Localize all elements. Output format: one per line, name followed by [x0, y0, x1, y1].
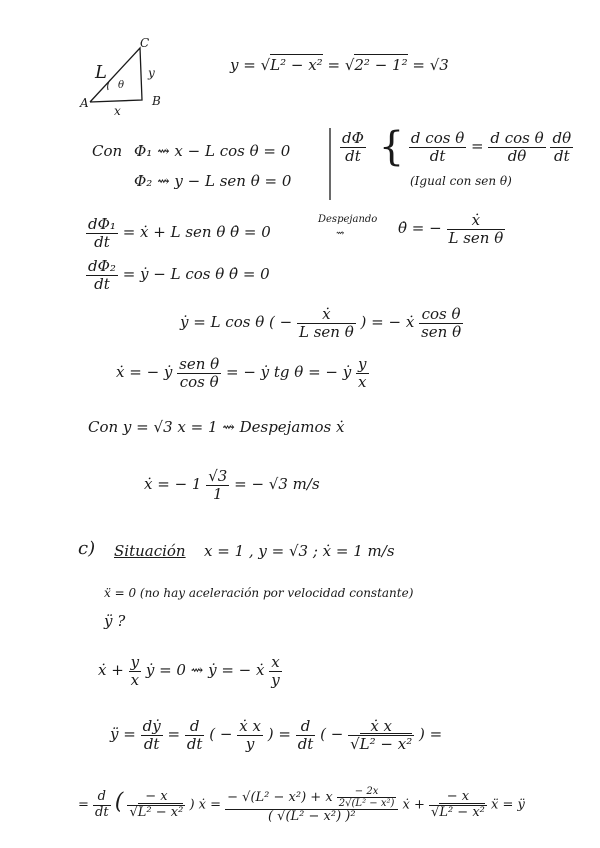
dphi-frac: $\frac{d\Phi}{dt}$	[342, 129, 364, 165]
divider-line	[328, 128, 332, 200]
last-open: (	[114, 789, 124, 815]
yddot-eq	[110, 718, 442, 752]
xdot-mid: = − ẏ tg θ = − ẏ	[225, 363, 352, 381]
deriv2-expr: = ẏ − L cos θ θ̇ = 0	[122, 265, 270, 283]
yddot-close2: ) =	[419, 725, 443, 743]
last-close: ) ẋ =	[189, 797, 222, 813]
last-tail1: ẋ +	[402, 797, 425, 813]
yddot-frac1: $\frac{\text{dẏ}}{dt}$	[142, 717, 161, 753]
part-c-situacion: Situación	[114, 542, 186, 560]
label-x: x	[114, 104, 121, 118]
xdot-eq	[116, 356, 369, 390]
last-big-num-a: − √(L² − x²)	[227, 790, 307, 805]
dphi2-frac: $\frac{\text{dΦ₂}}{dt}$	[88, 257, 116, 293]
eq-y-lhs: y =	[230, 56, 256, 74]
deriv2	[86, 258, 270, 292]
xdot-result-lhs: ẋ = − 1	[144, 475, 202, 493]
rel-eq	[98, 654, 282, 688]
xdot-result-frac: $\frac{√3}{1}$	[208, 467, 228, 503]
part-c-label: c)	[78, 538, 96, 559]
rel-frac2: $\frac{x}{y}$	[271, 653, 280, 689]
xdot-frac2: $\frac{y}{x}$	[358, 355, 367, 391]
deriv1-expr: = ẋ + L sen θ θ̇ = 0	[122, 223, 271, 241]
dcos-dt-frac: $\frac{\text{d cos θ}}{dt}$	[410, 129, 465, 165]
label-b: B	[152, 94, 161, 108]
ydot-frac1: $\frac{\text{ẋ}}{\text{L sen θ}}$	[298, 305, 354, 341]
last-eq0: =	[78, 797, 89, 813]
theta-dot-result	[398, 212, 505, 246]
part-c-xddot: ẍ = 0 (no hay aceleración por velocidad constante)	[104, 586, 414, 600]
constraint-phi2: Φ₂ ⇝ y − L sen θ = 0	[134, 172, 292, 190]
dphi-eq: =	[471, 137, 484, 155]
dphi1-frac: $\frac{\text{dΦ₁}}{dt}$	[88, 215, 116, 251]
yddot-eq1: =	[167, 725, 181, 743]
constraints-intro: Con	[92, 142, 123, 160]
last-eq	[78, 786, 525, 824]
eq-y-mid: =	[327, 56, 341, 74]
rel-mid: ẏ = 0 ⇝ ẏ = − ẋ	[145, 661, 265, 679]
eq-y-sqrt2: 2² − 1²	[354, 56, 408, 74]
yddot-frac3: $\frac{\text{ẋ x}}{y}$	[239, 717, 261, 753]
yddot-paren1: ( −	[209, 725, 233, 743]
label-y: y	[148, 66, 155, 80]
con-line: Con y = √3 x = 1 ⇝ Despejamos ẋ	[88, 418, 345, 436]
ydot-frac2: $\frac{\text{cos θ}}{\text{sen θ}}$	[421, 305, 462, 341]
last-g-frac: $\frac{- x}{\text{√L² − x²}}$	[431, 789, 485, 820]
last-big-den: ( √(L² − x²) )²	[267, 809, 356, 824]
dphi-note: (Igual con sen θ)	[410, 174, 512, 188]
last-d-frac: $\frac{d}{dt}$	[95, 789, 109, 820]
theta-dot-frac: $\frac{\text{ẋ}}{\text{L sen θ}}$	[448, 211, 504, 247]
yddot-eq2: =	[278, 725, 291, 743]
ydot-eq: ẏ = L cos θ ( − $\frac{\text{ẋ}}{\text{L sen θ}}$ ) = − ẋ $\frac{\text{cos θ}}{\text{sen θ}}$	[180, 305, 462, 341]
last-inner-frac: $\frac{- 2x}{\text{2√(L² − x²)}}$	[338, 786, 395, 809]
constraint-phi1: Φ₁ ⇝ x − L cos θ = 0	[134, 142, 291, 160]
label-theta: θ	[118, 80, 125, 91]
last-big-frac	[225, 786, 398, 824]
squiggle-arrow: ⇝	[336, 228, 345, 239]
xdot-result-rhs: = − √3 m/s	[234, 475, 320, 493]
last-big-num-b: + x	[310, 790, 333, 805]
label-a: A	[80, 96, 89, 110]
dtheta-dt-frac: $\frac{d\theta}{dt}$	[552, 129, 572, 165]
eq-y-sqrt1: L² − x²	[270, 56, 323, 74]
last-f-frac: $\frac{- x}{\text{√L² − x²}}$	[129, 789, 184, 820]
yddot-frac2: $\frac{d}{dt}$	[186, 717, 203, 753]
dphi-box	[340, 124, 573, 170]
part-c-yddot-q: ÿ ?	[104, 612, 126, 630]
xdot-frac1: $\frac{\text{sen θ}}{\text{cos θ}}$	[179, 355, 220, 391]
theta-dot-lhs: θ̇ = −	[398, 219, 442, 237]
eq-y-rhs: = √3	[412, 56, 449, 74]
yddot-paren2: ( −	[320, 725, 344, 743]
ydot-lhs: ẏ = L cos θ	[180, 313, 265, 331]
eq-y: y = √L² − x² = √2² − 1² = √3	[230, 56, 449, 74]
rel-lhs: ẋ +	[98, 661, 124, 679]
dcos-dtheta-frac: $\frac{\text{d cos θ}}{d\theta}$	[490, 129, 544, 165]
yddot-frac5: $\frac{\text{ẋ x}}{\text{√L² − x²}}$	[350, 717, 413, 753]
yddot-frac4: $\frac{d}{dt}$	[297, 717, 314, 753]
xdot-result	[144, 468, 320, 502]
xdot-lhs: ẋ = − ẏ	[116, 363, 173, 381]
despejando-label: Despejando	[318, 214, 378, 225]
yddot-lhs: ÿ =	[110, 725, 136, 743]
rel-frac1: $\frac{y}{x}$	[130, 653, 140, 689]
yddot-close1: )	[267, 725, 274, 743]
last-tail2: ẍ = ÿ	[491, 797, 525, 813]
part-c-values: x = 1 , y = √3 ; ẋ = 1 m/s	[204, 542, 395, 560]
label-l: L	[95, 62, 107, 83]
ydot-mid: = − ẋ	[371, 313, 415, 331]
deriv1	[86, 216, 271, 250]
label-c: C	[140, 36, 150, 50]
brace: {	[378, 124, 405, 170]
